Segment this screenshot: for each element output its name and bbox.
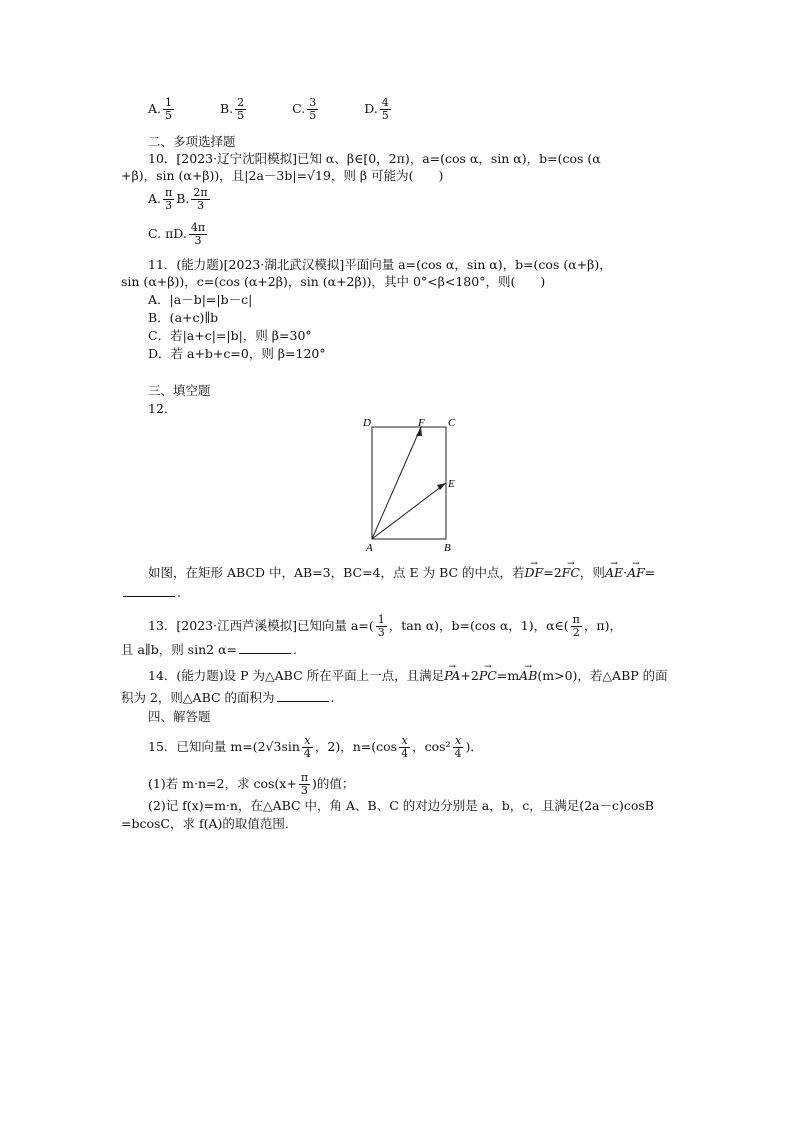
q11-option-b: B．(a+c)∥b bbox=[148, 310, 219, 325]
q11-option-c: C．若|a+c|=|b|，则 β=30° bbox=[148, 328, 312, 343]
q10-line2: +β)，sin (α+β))，且|2a－3b|=√19，则 β 可能为( ) bbox=[121, 168, 444, 183]
rectangle-figure bbox=[360, 415, 470, 555]
q15-part2-line1: (2)记 f(x)=m·n，在△ABC 中，角 A、B、C 的对边分别是 a，b，c，且满足(2a－c)cosB bbox=[148, 798, 654, 813]
rectangle-abcd bbox=[372, 427, 446, 539]
q9-option-c: C. $\frac{3}{5}$ bbox=[292, 96, 317, 122]
label-f: F bbox=[418, 417, 425, 429]
vector-af-line bbox=[372, 427, 421, 539]
q12-text: 如图，在矩形 ABCD 中，AB=3，BC=4，点 E 为 BC 的中点，若→ DF=2→ FC，则→ AE·→ AF= bbox=[148, 565, 655, 581]
q11-option-d: D．若 a+b+c=0，则 β=120° bbox=[148, 346, 326, 361]
q11-line2: sin (α+β))，c=(cos (α+2β)，sin (α+2β))，其中 0°<β<180°，则( ) bbox=[121, 274, 546, 289]
q9-option-d: D. $\frac{4}{5}$ bbox=[364, 96, 389, 122]
q15-part2-line2: =bcosC，求 f(A)的取值范围． bbox=[121, 816, 298, 831]
q14-line1: 14．(能力题)设 P 为△ABC 所在平面上一点，且满足→ PA+2→ PC=m→ AB(m>0)，若△ABP 的面 bbox=[148, 668, 668, 684]
label-d: D bbox=[363, 417, 371, 429]
label-a: A bbox=[366, 542, 373, 554]
label-c: C bbox=[448, 417, 456, 429]
q15-vectors: 15．已知向量 m=(2√3sin $\frac{x}{4}$ ，2)，n=(cos $\frac{x}{4}$ ，cos² $\frac{x}{4}$ )． bbox=[148, 734, 483, 760]
q11-option-a: A．|a－b|=|b－c| bbox=[148, 292, 253, 307]
q11-line1: 11．(能力题)[2023·湖北武汉模拟]平面向量 a=(cos α，sin α)，b=(cos (α+β)， bbox=[148, 257, 612, 272]
q15-part1: (1)若 m·n=2，求 cos(x+ $\frac{\pi}{3}$ )的值； bbox=[148, 771, 355, 797]
section2-title: 二、多项选择题 bbox=[148, 134, 236, 149]
q14-answer-blank[interactable] bbox=[277, 690, 329, 702]
section4-title: 四、解答题 bbox=[148, 709, 211, 724]
q13-line1: 13．[2023·江西芦溪模拟]已知向量 a=( $\frac{1}{3}$ ，tan α)，b=(cos α，1)，α∈( $\frac{\pi}{2}$ ，π)， bbox=[148, 613, 622, 639]
q10-line1: 10．[2023·辽宁沈阳模拟]已知 α、β∈[0，2π)，a=(cos α，sin α)，b=(cos (α bbox=[148, 151, 601, 166]
label-b: B bbox=[444, 542, 451, 554]
q14-line2: 积为 2，则△ABC 的面积为 . bbox=[121, 690, 335, 705]
section3-title: 三、填空题 bbox=[148, 383, 211, 398]
q12-answer-line: . bbox=[121, 585, 181, 601]
vector-ae-line bbox=[372, 483, 446, 539]
q9-option-b: B. $\frac{2}{5}$ bbox=[219, 96, 245, 122]
label-e: E bbox=[448, 478, 455, 490]
q10-options-ab: A. $\frac{\pi}{3}$ B. $\frac{2\pi}{3}$ bbox=[148, 186, 208, 212]
q10-options-cd: C. πD. $\frac{4\pi}{3}$ bbox=[148, 221, 206, 247]
q9-options bbox=[148, 97, 393, 122]
q13-line2: 且 a∥b，则 sin2 α= . bbox=[121, 642, 297, 657]
q12-answer-blank[interactable] bbox=[123, 585, 175, 597]
q9-option-a: A. $\frac{1}{5}$ bbox=[148, 96, 173, 122]
q13-answer-blank[interactable] bbox=[239, 642, 291, 654]
q12-number: 12. bbox=[148, 401, 168, 416]
